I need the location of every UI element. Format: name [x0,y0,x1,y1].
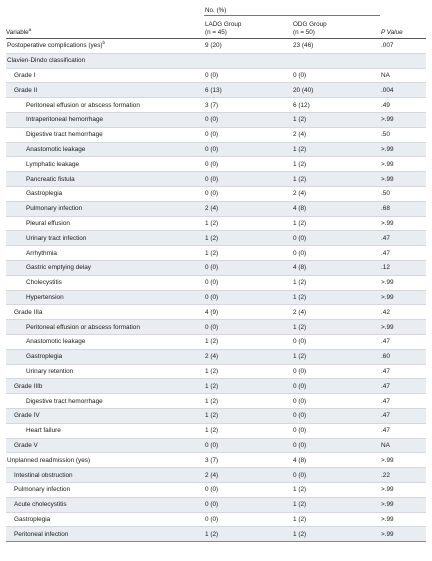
ladg-value: 0 (0) [204,186,292,201]
ladg-value: 1 (2) [204,334,292,349]
row-label [6,379,204,394]
row-label-text: Postoperative complications (yes) [7,42,103,50]
row-label [6,438,204,453]
row-label [6,127,204,142]
table-row [6,112,426,127]
odg-value: 1 (2) [292,349,380,364]
ladg-value: 0 (0) [204,260,292,275]
table-row [6,423,426,438]
odg-header-line2: (n = 50) [293,28,315,36]
table-row [6,497,426,512]
p-value: .004 [380,83,426,98]
row-label-text: Pulmonary infection [26,205,83,213]
p-value: .47 [380,423,426,438]
ladg-value [204,53,292,68]
table-row [6,275,426,290]
row-label-text: Grade I [14,71,36,79]
p-value: >.99 [380,112,426,127]
p-value: NA [380,438,426,453]
ladg-value: 2 (4) [204,468,292,483]
p-value: .49 [380,98,426,113]
ladg-value: 1 (2) [204,527,292,542]
row-label [6,334,204,349]
row-label-text: Heart failure [26,427,61,435]
ladg-value: 0 (0) [204,438,292,453]
table-row [6,98,426,113]
p-value: >.99 [380,497,426,512]
row-label-text: Anastomotic leakage [26,145,86,153]
row-label [6,497,204,512]
ladg-value: 0 (0) [204,127,292,142]
p-value: .47 [380,231,426,246]
odg-value: 4 (8) [292,260,380,275]
ladg-header-line2: (n = 45) [205,28,227,36]
p-value: .12 [380,260,426,275]
odg-value: 1 (2) [292,216,380,231]
row-label-text: Grade IIIb [14,382,43,390]
odg-value: 0 (0) [292,334,380,349]
odg-value: 0 (0) [292,423,380,438]
row-label-text: Clavien-Dindo classification [7,57,86,65]
row-label-text: Hypertension [26,293,64,301]
row-label-text: Grade V [14,441,38,449]
group-header: No. (%) [204,3,380,16]
row-label [6,527,204,542]
row-label [6,39,204,54]
p-value: >.99 [380,527,426,542]
odg-value: 6 (12) [292,98,380,113]
table-row [6,186,426,201]
p-value: .60 [380,349,426,364]
ladg-value: 6 (13) [204,83,292,98]
p-value: .50 [380,127,426,142]
row-label [6,349,204,364]
p-value: .47 [380,379,426,394]
p-value: >.99 [380,275,426,290]
table-row [6,260,426,275]
row-label-text: Peritoneal effusion or abscess formation [26,323,140,331]
variable-footnote-mark: a [28,26,32,32]
row-label-text: Anastomotic leakage [26,338,86,346]
row-label-text: Cholecystitis [26,279,62,287]
row-label [6,201,204,216]
odg-value: 1 (2) [292,527,380,542]
row-label [6,394,204,409]
row-label [6,98,204,113]
odg-header-line1: ODG Group [293,21,327,29]
table-row [6,379,426,394]
row-label-text: Acute cholecystitis [14,501,67,509]
p-value: >.99 [380,172,426,187]
ladg-value: 1 (2) [204,216,292,231]
table-row [6,364,426,379]
row-label [6,172,204,187]
table-row [6,231,426,246]
ladg-value: 0 (0) [204,512,292,527]
ladg-value: 0 (0) [204,482,292,497]
row-label-text: Lymphatic leakage [26,160,80,168]
table-row [6,438,426,453]
row-label-text: Grade II [14,86,38,94]
ladg-value: 2 (4) [204,201,292,216]
ladg-value: 3 (7) [204,98,292,113]
p-value: .50 [380,186,426,201]
variable-header [6,16,204,39]
row-label-text: Gastroplegia [14,515,51,523]
p-value: .007 [380,39,426,54]
p-value: .22 [380,468,426,483]
row-label [6,231,204,246]
p-value: >.99 [380,512,426,527]
p-value: .42 [380,305,426,320]
row-label [6,305,204,320]
p-value: >.99 [380,320,426,335]
p-value: .47 [380,246,426,261]
results-table-container [6,3,426,542]
ladg-value: 1 (2) [204,364,292,379]
p-value-header: P Value [380,16,426,39]
odg-value [292,53,380,68]
ladg-value: 1 (2) [204,379,292,394]
table-row [6,482,426,497]
table-header [6,3,426,39]
row-label-text: Intestinal obstruction [14,471,73,479]
row-label [6,512,204,527]
ladg-value: 1 (2) [204,408,292,423]
row-label-text: Peritoneal infection [14,530,69,538]
odg-value: 1 (2) [292,172,380,187]
row-footnote-mark: b [102,40,106,46]
table-row [6,408,426,423]
table-row [6,453,426,468]
odg-value: 2 (4) [292,127,380,142]
row-label-text: Digestive tract hemorrhage [26,397,103,405]
ladg-value: 9 (20) [204,39,292,54]
odg-value: 2 (4) [292,186,380,201]
row-label [6,53,204,68]
odg-value: 20 (40) [292,83,380,98]
ladg-value: 1 (2) [204,394,292,409]
table-row [6,53,426,68]
row-label [6,468,204,483]
p-value [380,53,426,68]
complications-table [6,3,426,542]
odg-value: 0 (0) [292,364,380,379]
row-label-text: Pancreatic fistula [26,175,75,183]
row-label [6,453,204,468]
odg-value: 1 (2) [292,290,380,305]
row-label [6,320,204,335]
odg-value: 1 (2) [292,320,380,335]
odg-value: 2 (4) [292,305,380,320]
p-value: >.99 [380,216,426,231]
row-label-text: Pulmonary infection [14,486,71,494]
table-row [6,349,426,364]
table-row [6,305,426,320]
table-row [6,172,426,187]
table-row [6,468,426,483]
odg-value: 0 (0) [292,468,380,483]
ladg-value: 0 (0) [204,320,292,335]
row-label [6,246,204,261]
row-label [6,68,204,83]
odg-value: 0 (0) [292,438,380,453]
table-row [6,246,426,261]
odg-value: 0 (0) [292,68,380,83]
p-value: >.99 [380,142,426,157]
table-row [6,68,426,83]
ladg-value: 2 (4) [204,349,292,364]
row-label [6,260,204,275]
row-label [6,408,204,423]
table-row [6,157,426,172]
table-row [6,83,426,98]
table-row [6,201,426,216]
odg-value: 4 (8) [292,201,380,216]
row-label [6,142,204,157]
p-value: .47 [380,334,426,349]
ladg-value: 0 (0) [204,290,292,305]
table-row [6,394,426,409]
odg-value: 0 (0) [292,379,380,394]
row-label-text: Digestive tract hemorrhage [26,131,103,139]
variable-header-text: Variable [6,28,29,36]
row-label-text: Grade IV [14,412,40,420]
ladg-header [204,16,292,39]
table-row [6,527,426,542]
row-label-text: Urinary retention [26,367,74,375]
row-label [6,186,204,201]
ladg-value: 0 (0) [204,275,292,290]
row-label [6,216,204,231]
row-label [6,112,204,127]
row-label-text: Intraperitoneal hemorrhage [26,116,104,124]
table-row [6,320,426,335]
odg-value: 0 (0) [292,408,380,423]
p-value: >.99 [380,157,426,172]
row-label-text: Gastroplegia [26,190,63,198]
row-label-text: Grade IIIa [14,308,43,316]
ladg-value: 0 (0) [204,142,292,157]
odg-value: 1 (2) [292,157,380,172]
p-value: .47 [380,408,426,423]
ladg-value: 3 (7) [204,453,292,468]
p-value: .68 [380,201,426,216]
odg-value: 0 (0) [292,394,380,409]
row-label-text: Urinary tract infection [26,234,87,242]
p-value: NA [380,68,426,83]
table-row [6,142,426,157]
row-label-text: Gastric emptying delay [26,264,91,272]
odg-value: 1 (2) [292,512,380,527]
row-label-text: Gastroplegia [26,353,63,361]
ladg-value: 0 (0) [204,112,292,127]
p-value: .47 [380,364,426,379]
row-label [6,157,204,172]
ladg-value: 1 (2) [204,423,292,438]
table-row [6,127,426,142]
odg-value: 1 (2) [292,275,380,290]
row-label-text: Arrhythmia [26,249,57,257]
table-row [6,39,426,54]
ladg-value: 1 (2) [204,246,292,261]
row-label [6,423,204,438]
odg-value: 1 (2) [292,497,380,512]
table-row [6,216,426,231]
row-label [6,482,204,497]
row-label [6,275,204,290]
p-value: >.99 [380,453,426,468]
ladg-value: 0 (0) [204,157,292,172]
table-row [6,334,426,349]
odg-value: 0 (0) [292,231,380,246]
p-value: .47 [380,394,426,409]
odg-value: 1 (2) [292,142,380,157]
ladg-value: 0 (0) [204,68,292,83]
odg-value: 1 (2) [292,482,380,497]
odg-header [292,16,380,39]
odg-value: 23 (46) [292,39,380,54]
ladg-header-line1: LADG Group [205,21,242,29]
row-label-text: Pleural effusion [26,219,70,227]
table-body [6,39,426,542]
odg-value: 1 (2) [292,112,380,127]
row-label [6,83,204,98]
odg-value: 0 (0) [292,246,380,261]
ladg-value: 1 (2) [204,231,292,246]
row-label [6,290,204,305]
row-label-text: Unplanned readmission (yes) [7,456,91,464]
ladg-value: 4 (9) [204,305,292,320]
p-value: >.99 [380,290,426,305]
ladg-value: 0 (0) [204,497,292,512]
table-row [6,512,426,527]
ladg-value: 0 (0) [204,172,292,187]
table-row [6,290,426,305]
row-label [6,364,204,379]
row-label-text: Peritoneal effusion or abscess formation [26,101,140,109]
odg-value: 4 (8) [292,453,380,468]
p-value: >.99 [380,482,426,497]
